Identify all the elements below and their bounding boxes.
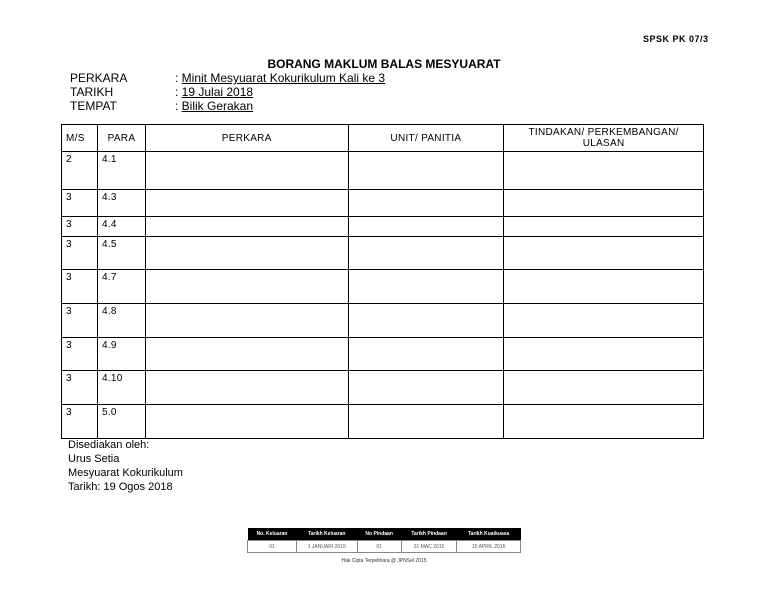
cell-ms: 3 (62, 304, 98, 338)
cell-unit (348, 338, 504, 371)
cell-unit (348, 371, 504, 405)
cell-unit (348, 270, 504, 304)
control-value: 1 JANUARI 2015 (296, 541, 357, 553)
control-value: 01 (357, 541, 401, 553)
control-header: Tarikh Keluaran (296, 528, 357, 541)
document-title: BORANG MAKLUM BALAS MESYUARAT (267, 57, 501, 71)
cell-unit (348, 237, 504, 270)
copyright-notice: Hak Cipta Terpelihara @ JPNSel 2015 (341, 558, 427, 564)
cell-unit (348, 405, 504, 439)
meta-value: Minit Mesyuarat Kokurikulum Kali ke 3 (181, 71, 386, 85)
column-header-perkara: PERKARA (145, 125, 348, 152)
cell-ms: 3 (62, 190, 98, 217)
control-value: 15 APRIL 2015 (457, 541, 521, 553)
control-value: 01 (248, 541, 297, 553)
cell-ms: 3 (62, 371, 98, 405)
table-row (62, 152, 704, 190)
cell-tindakan (504, 371, 704, 405)
column-header-ms: M/S (62, 125, 98, 152)
cell-para: 4.4 (97, 217, 145, 237)
cell-perkara (145, 405, 348, 439)
table-row (62, 338, 704, 371)
feedback-table (61, 124, 704, 439)
cell-tindakan (504, 237, 704, 270)
table-row (62, 270, 704, 304)
prepared-by-unit: Mesyuarat Kokurikulum (68, 467, 183, 479)
cell-unit (348, 304, 504, 338)
cell-para: 4.3 (97, 190, 145, 217)
table-row (62, 371, 704, 405)
cell-perkara (145, 270, 348, 304)
cell-unit (348, 152, 504, 190)
cell-unit (348, 190, 504, 217)
table-header-row (62, 125, 704, 152)
cell-ms: 2 (62, 152, 98, 190)
cell-perkara (145, 237, 348, 270)
document-code: SPSK PK 07/3 (643, 34, 709, 44)
meta-label: TEMPAT (70, 99, 117, 113)
column-header-para: PARA (97, 125, 145, 152)
cell-para: 4.10 (97, 371, 145, 405)
cell-tindakan (504, 304, 704, 338)
cell-tindakan (504, 190, 704, 217)
table-row (62, 405, 704, 439)
column-header-tindakan: TINDAKAN/ PERKEMBANGAN/ ULASAN (504, 125, 704, 152)
cell-perkara (145, 190, 348, 217)
cell-para: 4.5 (97, 237, 145, 270)
meta-value: 19 Julai 2018 (181, 85, 254, 99)
control-value: 31 MAC 2015 (401, 541, 456, 553)
cell-tindakan (504, 405, 704, 439)
meta-label: TARIKH (70, 85, 114, 99)
cell-ms: 3 (62, 237, 98, 270)
cell-tindakan (504, 338, 704, 371)
control-header: No Pindaan (357, 528, 401, 541)
cell-para: 4.1 (97, 152, 145, 190)
cell-para: 4.9 (97, 338, 145, 371)
cell-perkara (145, 338, 348, 371)
document-control-table (247, 528, 521, 553)
cell-perkara (145, 371, 348, 405)
cell-perkara (145, 304, 348, 338)
meta-row-tempat: TEMPAT : Bilik Gerakan (70, 99, 254, 113)
cell-perkara (145, 217, 348, 237)
meta-row-tarikh: TARIKH : 19 Julai 2018 (70, 85, 254, 99)
control-value-row (248, 541, 521, 553)
table-row (62, 190, 704, 217)
control-header: Tarikh Pindaan (401, 528, 456, 541)
control-header: Tarikh Kuatkuasa (457, 528, 521, 541)
table-row (62, 237, 704, 270)
cell-ms: 3 (62, 217, 98, 237)
table-row (62, 217, 704, 237)
prepared-date: Tarikh: 19 Ogos 2018 (68, 481, 173, 493)
table-row (62, 304, 704, 338)
cell-tindakan (504, 270, 704, 304)
cell-para: 5.0 (97, 405, 145, 439)
cell-para: 4.7 (97, 270, 145, 304)
control-header: No. Keluaran (248, 528, 297, 541)
prepared-by-name: Urus Setia (68, 453, 120, 465)
cell-unit (348, 217, 504, 237)
cell-para: 4.8 (97, 304, 145, 338)
cell-ms: 3 (62, 405, 98, 439)
control-header-row (248, 528, 521, 541)
column-header-unit: UNIT/ PANITIA (348, 125, 504, 152)
meta-row-perkara: PERKARA : Minit Mesyuarat Kokurikulum Kali ke 3 (70, 71, 386, 85)
meta-value: Bilik Gerakan (181, 99, 254, 113)
cell-tindakan (504, 217, 704, 237)
prepared-by-label: Disediakan oleh: (68, 439, 150, 451)
meta-label: PERKARA (70, 71, 128, 85)
cell-ms: 3 (62, 270, 98, 304)
cell-perkara (145, 152, 348, 190)
cell-tindakan (504, 152, 704, 190)
cell-ms: 3 (62, 338, 98, 371)
